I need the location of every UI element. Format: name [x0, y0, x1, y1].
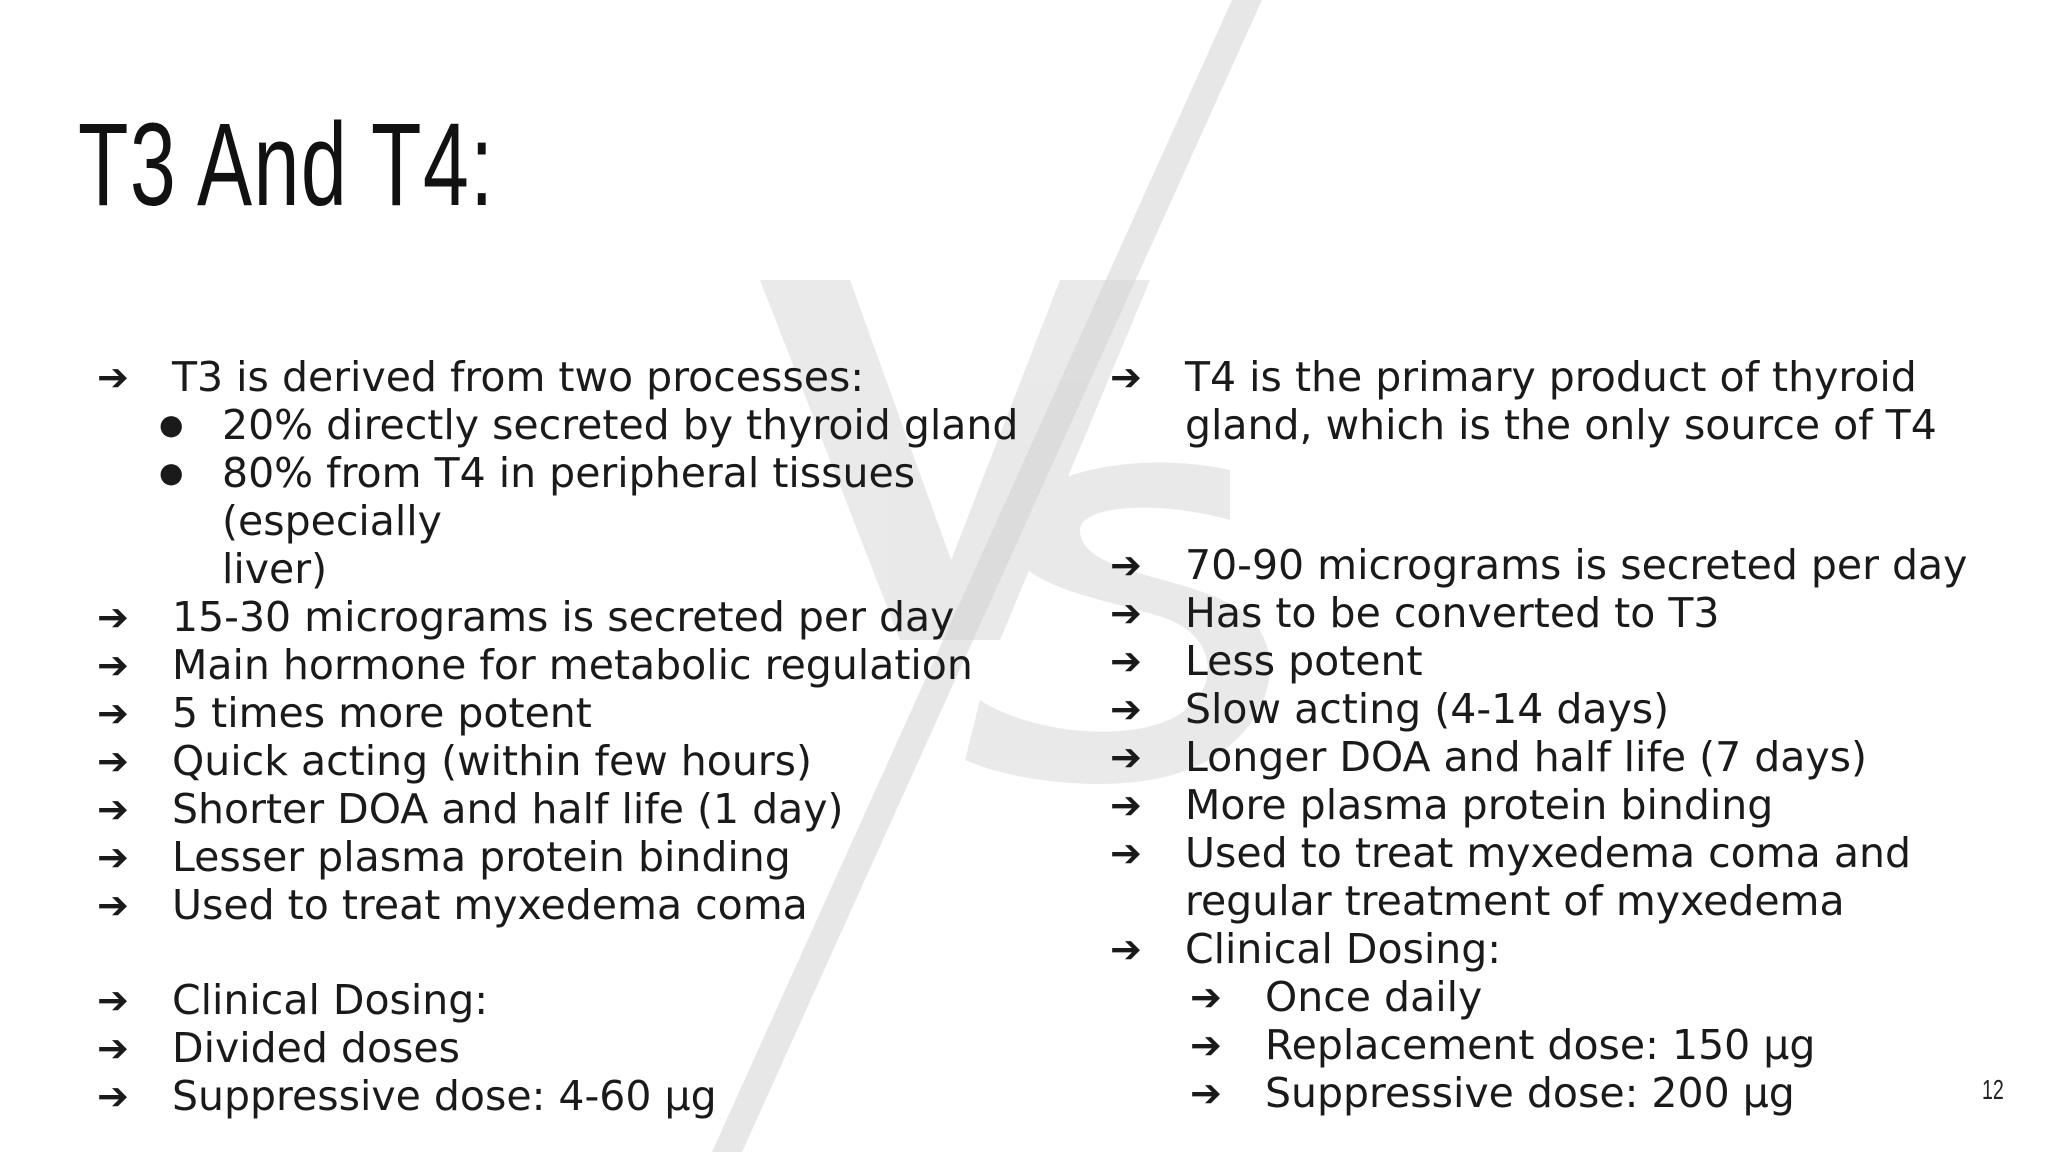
- list-item: ➔ More plasma protein binding: [1110, 781, 1774, 829]
- bullet-icon: ●: [159, 456, 184, 489]
- list-item: ➔ Less potent: [1110, 637, 1423, 685]
- slide-title: T3 And T4:: [78, 99, 495, 231]
- list-item: ➔ Shorter DOA and half life (1 day): [97, 785, 844, 833]
- arrow-icon: ➔: [97, 643, 129, 687]
- arrow-icon: ➔: [1110, 591, 1142, 635]
- list-item: ➔ Quick acting (within few hours): [97, 737, 813, 785]
- arrow-icon: ➔: [1110, 355, 1142, 399]
- arrow-icon: ➔: [97, 835, 129, 879]
- arrow-icon: ➔: [97, 739, 129, 783]
- list-item: ➔ 70-90 micrograms is secreted per day: [1110, 541, 1968, 589]
- list-item: ● 20% directly secreted by thyroid gland: [159, 401, 1019, 449]
- arrow-icon: ➔: [1110, 831, 1142, 875]
- spacer: [1110, 495, 2010, 541]
- arrow-icon: ➔: [97, 787, 129, 831]
- list-item: ➔ T3 is derived from two processes:: [97, 353, 865, 401]
- arrow-icon: ➔: [97, 355, 129, 399]
- list-item: ➔ Clinical Dosing:: [1110, 925, 1502, 973]
- arrow-icon: ➔: [97, 691, 129, 735]
- list-item: ➔ 15-30 micrograms is secreted per day: [97, 593, 955, 641]
- arrow-icon: ➔: [1190, 975, 1222, 1019]
- list-item: ➔ Lesser plasma protein binding: [97, 833, 791, 881]
- list-item: ➔ Suppressive dose: 4-60 µg: [97, 1072, 717, 1120]
- list-item: ➔ Slow acting (4-14 days): [1110, 685, 1670, 733]
- arrow-icon: ➔: [97, 1026, 129, 1070]
- spacer: [97, 929, 1097, 976]
- list-item: ● 80% from T4 in peripheral tissues (especially: [159, 449, 916, 545]
- list-item: ➔ Once daily: [1190, 973, 1483, 1021]
- list-item: ➔ Used to treat myxedema coma: [97, 881, 808, 929]
- arrow-icon: ➔: [97, 978, 129, 1022]
- arrow-icon: ➔: [97, 1074, 129, 1118]
- t3-column: [97, 353, 1097, 1120]
- arrow-icon: ➔: [1110, 543, 1142, 587]
- t4-column: [1110, 353, 2010, 1117]
- arrow-icon: ➔: [1110, 639, 1142, 683]
- arrow-icon: ➔: [1110, 927, 1142, 971]
- list-item: ➔ T4 is the primary product of thyroid: [1110, 353, 1917, 401]
- list-item: ➔ Divided doses: [97, 1024, 460, 1072]
- bullet-icon: ●: [159, 408, 184, 441]
- arrow-icon: ➔: [1110, 735, 1142, 779]
- arrow-icon: ➔: [1110, 783, 1142, 827]
- list-item-continuation: regular treatment of myxedema: [1185, 877, 1845, 925]
- list-item: ➔ Suppressive dose: 200 µg: [1190, 1069, 1795, 1117]
- list-item: ➔ Has to be converted to T3: [1110, 589, 1720, 637]
- arrow-icon: ➔: [1110, 687, 1142, 731]
- arrow-icon: ➔: [97, 595, 129, 639]
- list-item: ➔ Used to treat myxedema coma and: [1110, 829, 1911, 877]
- list-item: ➔ Main hormone for metabolic regulation: [97, 641, 973, 689]
- list-item-continuation: liver): [222, 545, 328, 593]
- list-item: ➔ 5 times more potent: [97, 689, 592, 737]
- page-number: 12: [1982, 1074, 2004, 1105]
- arrow-icon: ➔: [1190, 1071, 1222, 1115]
- arrow-icon: ➔: [1190, 1023, 1222, 1067]
- spacer: [1110, 449, 2010, 495]
- list-item: ➔ Longer DOA and half life (7 days): [1110, 733, 1868, 781]
- list-item: ➔ Replacement dose: 150 µg: [1190, 1021, 1816, 1069]
- list-item-continuation: gland, which is the only source of T4: [1185, 401, 1937, 449]
- list-item: ➔ Clinical Dosing:: [97, 976, 489, 1024]
- arrow-icon: ➔: [97, 883, 129, 927]
